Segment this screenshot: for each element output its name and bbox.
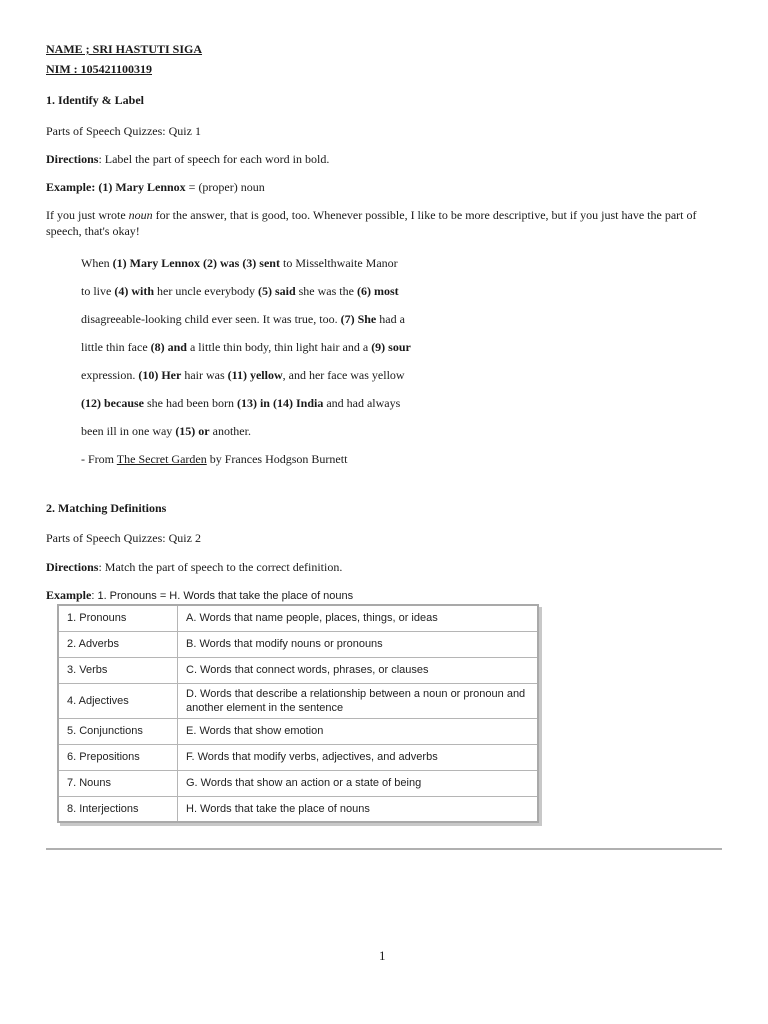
section2-heading: 2. Matching Definitions (46, 501, 167, 515)
passage-line-4: little thin face (8) and a little thin body, thin light hair and a (9) sour (81, 340, 411, 354)
page-number: 1 (379, 948, 386, 963)
section1-heading: 1. Identify & Label (46, 93, 145, 107)
example-text: : 1. Pronouns = H. Words that take the place of nouns (91, 590, 354, 602)
section2-example (46, 588, 353, 603)
definition-cell: G. Words that show an action or a state of being (178, 770, 539, 796)
definition-cell: E. Words that show emotion (178, 718, 539, 744)
directions-text: : Label the part of speech for each word in bold. (98, 152, 330, 166)
definitions-table (57, 604, 539, 823)
section1-example (46, 180, 265, 195)
example-label: Example (46, 588, 92, 602)
term-cell: 8. Interjections (58, 796, 178, 822)
passage-line-5: expression. (10) Her hair was (11) yellow, and her face was yellow (81, 368, 405, 382)
table-row (58, 657, 538, 683)
passage-line-3: disagreeable-looking child ever seen. It was true, too. (7) She had a (81, 312, 405, 326)
table-row (58, 683, 538, 718)
student-name: NAME ; SRI HASTUTI SIGA (46, 42, 203, 56)
directions-label: Directions (46, 152, 99, 166)
note-prefix: If you just wrote (46, 208, 129, 222)
definition-cell: D. Words that describe a relationship between a noun or pronoun and another element in the sentence (178, 683, 539, 718)
section1-quiz-title: Parts of Speech Quizzes: Quiz 1 (46, 124, 201, 138)
directions-label: Directions (46, 560, 99, 574)
example-label: Example (46, 180, 92, 194)
table-row (58, 718, 538, 744)
note-italic: noun (128, 208, 153, 222)
term-cell: 7. Nouns (58, 770, 178, 796)
horizontal-divider (46, 848, 722, 850)
passage-line-6: (12) because she had been born (13) in (14) India and had always (81, 396, 401, 410)
note-suffix: for the answer, that is good, too. Whenever possible, I like to be more descriptive, but if you just have the part of speech, that's okay! (46, 208, 697, 238)
directions-text: : Match the part of speech to the correct definition. (98, 560, 343, 574)
definition-cell: C. Words that connect words, phrases, or clauses (178, 657, 539, 683)
definition-cell: H. Words that take the place of nouns (178, 796, 539, 822)
book-title: The Secret Garden (116, 452, 207, 466)
passage-line-7: been ill in one way (15) or another. (81, 424, 251, 438)
passage-line-2: to live (4) with her uncle everybody (5) said she was the (6) most (81, 284, 399, 298)
passage-line-1: When (1) Mary Lennox (2) was (3) sent to Misselthwaite Manor (81, 256, 398, 270)
table-row (58, 605, 538, 631)
section2-directions (46, 560, 342, 575)
definition-cell: B. Words that modify nouns or pronouns (178, 631, 539, 657)
term-cell: 2. Adverbs (58, 631, 178, 657)
student-nim: NIM : 105421100319 (46, 62, 152, 76)
term-cell: 5. Conjunctions (58, 718, 178, 744)
term-cell: 3. Verbs (58, 657, 178, 683)
definition-cell: A. Words that name people, places, things, or ideas (178, 605, 539, 631)
table-row (58, 796, 538, 822)
example-bold: : (1) Mary Lennox (91, 180, 186, 194)
example-rest: = (proper) noun (185, 180, 265, 194)
passage-source: - From The Secret Garden by Frances Hodgson Burnett (81, 452, 348, 466)
definition-cell: F. Words that modify verbs, adjectives, and adverbs (178, 744, 539, 770)
section1-directions (46, 152, 329, 167)
table-row (58, 744, 538, 770)
section1-note (46, 207, 718, 239)
section2-quiz-title: Parts of Speech Quizzes: Quiz 2 (46, 531, 201, 545)
table-row (58, 631, 538, 657)
term-cell: 1. Pronouns (58, 605, 178, 631)
term-cell: 4. Adjectives (58, 683, 178, 718)
table-row (58, 770, 538, 796)
term-cell: 6. Prepositions (58, 744, 178, 770)
